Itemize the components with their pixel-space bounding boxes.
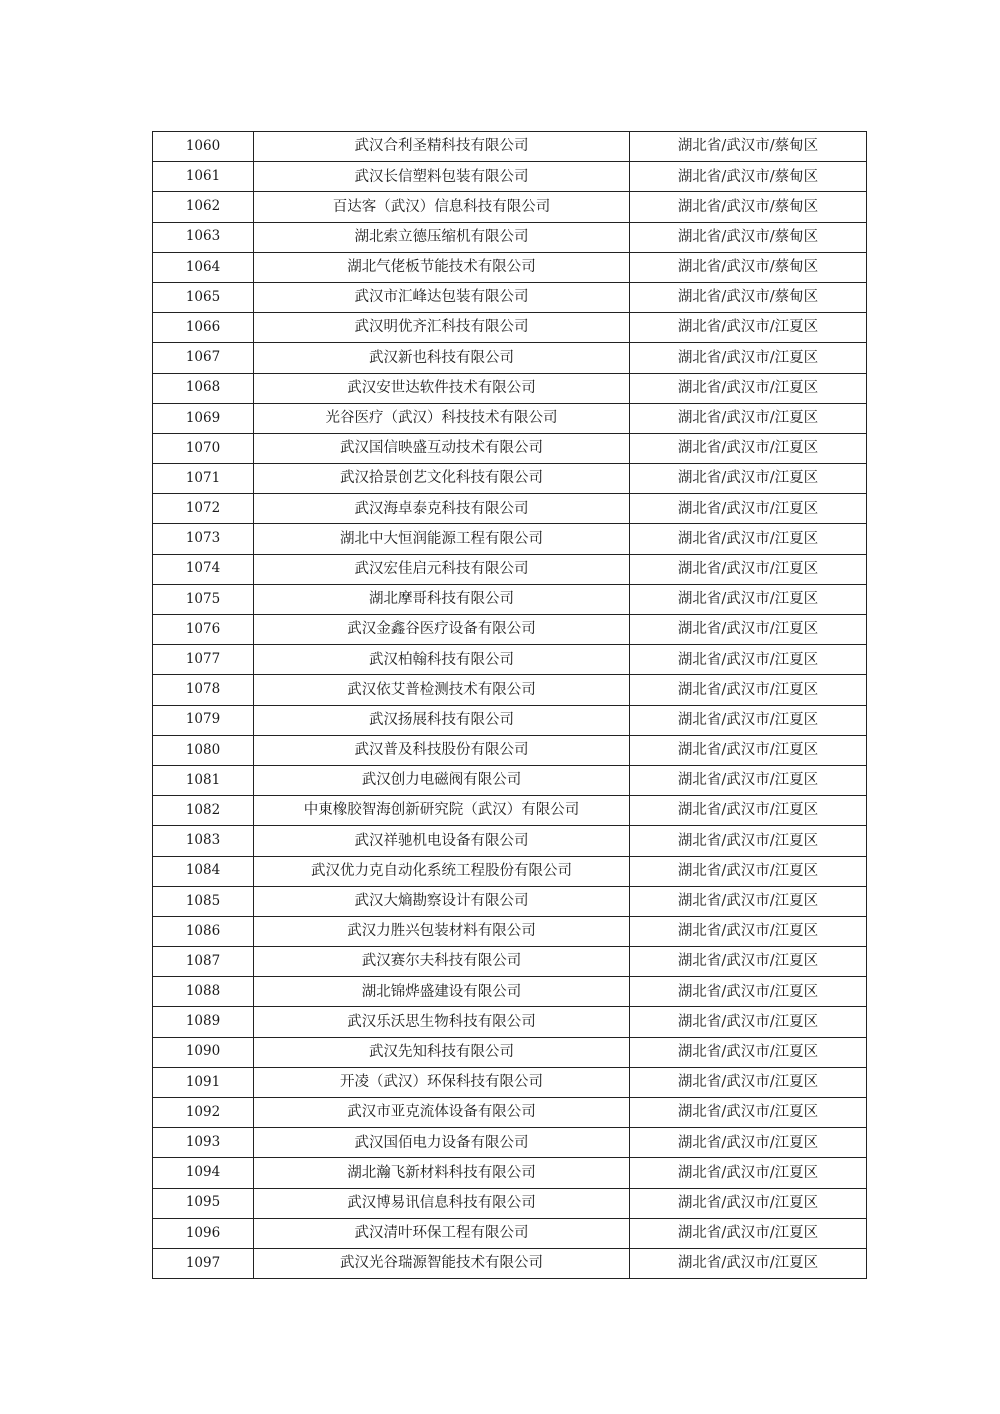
table-row <box>153 826 867 856</box>
table-row <box>153 1188 867 1218</box>
row-number-cell: 1091 <box>153 1067 254 1097</box>
company-name-cell: 湖北索立德压缩机有限公司 <box>254 222 630 252</box>
region-cell: 湖北省/武汉市/江夏区 <box>630 826 867 856</box>
row-number-cell: 1096 <box>153 1218 254 1248</box>
company-name-cell: 湖北中大恒润能源工程有限公司 <box>254 524 630 554</box>
region-cell: 湖北省/武汉市/蔡甸区 <box>630 132 867 162</box>
table-row <box>153 524 867 554</box>
table-row <box>153 645 867 675</box>
company-name-cell: 武汉博易讯信息科技有限公司 <box>254 1188 630 1218</box>
table-row <box>153 494 867 524</box>
company-name-cell: 武汉安世达软件技术有限公司 <box>254 373 630 403</box>
table-row <box>153 252 867 282</box>
table-row <box>153 856 867 886</box>
row-number-cell: 1075 <box>153 584 254 614</box>
row-number-cell: 1077 <box>153 645 254 675</box>
region-cell: 湖北省/武汉市/江夏区 <box>630 343 867 373</box>
region-cell: 湖北省/武汉市/江夏区 <box>630 1007 867 1037</box>
company-name-cell: 武汉国信映盛互动技术有限公司 <box>254 433 630 463</box>
row-number-cell: 1065 <box>153 282 254 312</box>
region-cell: 湖北省/武汉市/江夏区 <box>630 584 867 614</box>
row-number-cell: 1085 <box>153 886 254 916</box>
region-cell: 湖北省/武汉市/江夏区 <box>630 1128 867 1158</box>
table-body <box>153 132 867 1279</box>
table-row <box>153 464 867 494</box>
table-row <box>153 615 867 645</box>
row-number-cell: 1082 <box>153 796 254 826</box>
company-name-cell: 武汉赛尔夫科技有限公司 <box>254 947 630 977</box>
region-cell: 湖北省/武汉市/江夏区 <box>630 1218 867 1248</box>
region-cell: 湖北省/武汉市/江夏区 <box>630 856 867 886</box>
company-name-cell: 武汉创力电磁阀有限公司 <box>254 765 630 795</box>
row-number-cell: 1093 <box>153 1128 254 1158</box>
table-row <box>153 1067 867 1097</box>
company-name-cell: 武汉海卓泰克科技有限公司 <box>254 494 630 524</box>
company-name-cell: 武汉国佰电力设备有限公司 <box>254 1128 630 1158</box>
row-number-cell: 1080 <box>153 735 254 765</box>
region-cell: 湖北省/武汉市/江夏区 <box>630 494 867 524</box>
company-name-cell: 湖北瀚飞新材料科技有限公司 <box>254 1158 630 1188</box>
company-name-cell: 武汉合利圣精科技有限公司 <box>254 132 630 162</box>
company-name-cell: 武汉乐沃思生物科技有限公司 <box>254 1007 630 1037</box>
company-name-cell: 武汉金鑫谷医疗设备有限公司 <box>254 615 630 645</box>
table-row <box>153 162 867 192</box>
row-number-cell: 1067 <box>153 343 254 373</box>
row-number-cell: 1063 <box>153 222 254 252</box>
region-cell: 湖北省/武汉市/江夏区 <box>630 916 867 946</box>
region-cell: 湖北省/武汉市/蔡甸区 <box>630 222 867 252</box>
company-name-cell: 湖北气佬板节能技术有限公司 <box>254 252 630 282</box>
row-number-cell: 1097 <box>153 1248 254 1278</box>
row-number-cell: 1095 <box>153 1188 254 1218</box>
company-name-cell: 武汉依艾普检测技术有限公司 <box>254 675 630 705</box>
region-cell: 湖北省/武汉市/蔡甸区 <box>630 252 867 282</box>
table-row <box>153 1218 867 1248</box>
company-name-cell: 武汉大熵勘察设计有限公司 <box>254 886 630 916</box>
row-number-cell: 1069 <box>153 403 254 433</box>
row-number-cell: 1062 <box>153 192 254 222</box>
region-cell: 湖北省/武汉市/江夏区 <box>630 1158 867 1188</box>
table-row <box>153 916 867 946</box>
table-row <box>153 313 867 343</box>
company-name-cell: 武汉清叶环保工程有限公司 <box>254 1218 630 1248</box>
region-cell: 湖北省/武汉市/蔡甸区 <box>630 282 867 312</box>
region-cell: 湖北省/武汉市/江夏区 <box>630 645 867 675</box>
company-name-cell: 武汉市亚克流体设备有限公司 <box>254 1098 630 1128</box>
company-name-cell: 开凌（武汉）环保科技有限公司 <box>254 1067 630 1097</box>
company-name-cell: 武汉光谷瑞源智能技术有限公司 <box>254 1248 630 1278</box>
company-name-cell: 武汉先知科技有限公司 <box>254 1037 630 1067</box>
region-cell: 湖北省/武汉市/江夏区 <box>630 313 867 343</box>
region-cell: 湖北省/武汉市/江夏区 <box>630 705 867 735</box>
table-row <box>153 373 867 403</box>
region-cell: 湖北省/武汉市/蔡甸区 <box>630 162 867 192</box>
table-row <box>153 282 867 312</box>
table-row <box>153 1248 867 1278</box>
table-row <box>153 1037 867 1067</box>
region-cell: 湖北省/武汉市/蔡甸区 <box>630 192 867 222</box>
region-cell: 湖北省/武汉市/江夏区 <box>630 464 867 494</box>
row-number-cell: 1094 <box>153 1158 254 1188</box>
company-list-table <box>152 131 867 1279</box>
company-name-cell: 武汉市汇峰达包装有限公司 <box>254 282 630 312</box>
table-row <box>153 584 867 614</box>
row-number-cell: 1066 <box>153 313 254 343</box>
table-row <box>153 554 867 584</box>
region-cell: 湖北省/武汉市/江夏区 <box>630 886 867 916</box>
company-name-cell: 武汉祥驰机电设备有限公司 <box>254 826 630 856</box>
company-name-cell: 武汉力胜兴包装材料有限公司 <box>254 916 630 946</box>
company-name-cell: 湖北摩哥科技有限公司 <box>254 584 630 614</box>
table-row <box>153 1128 867 1158</box>
region-cell: 湖北省/武汉市/江夏区 <box>630 735 867 765</box>
table-row <box>153 675 867 705</box>
table-row <box>153 977 867 1007</box>
company-name-cell: 武汉明优齐汇科技有限公司 <box>254 313 630 343</box>
region-cell: 湖北省/武汉市/江夏区 <box>630 765 867 795</box>
row-number-cell: 1061 <box>153 162 254 192</box>
table-row <box>153 433 867 463</box>
row-number-cell: 1086 <box>153 916 254 946</box>
table-row <box>153 886 867 916</box>
row-number-cell: 1072 <box>153 494 254 524</box>
row-number-cell: 1068 <box>153 373 254 403</box>
table-row <box>153 735 867 765</box>
company-name-cell: 光谷医疗（武汉）科技技术有限公司 <box>254 403 630 433</box>
company-name-cell: 武汉拾景创艺文化科技有限公司 <box>254 464 630 494</box>
row-number-cell: 1073 <box>153 524 254 554</box>
table-row <box>153 192 867 222</box>
table-row <box>153 796 867 826</box>
region-cell: 湖北省/武汉市/江夏区 <box>630 1037 867 1067</box>
row-number-cell: 1078 <box>153 675 254 705</box>
region-cell: 湖北省/武汉市/江夏区 <box>630 1188 867 1218</box>
company-name-cell: 中東橡胶智海创新研究院（武汉）有限公司 <box>254 796 630 826</box>
row-number-cell: 1060 <box>153 132 254 162</box>
region-cell: 湖北省/武汉市/江夏区 <box>630 947 867 977</box>
row-number-cell: 1079 <box>153 705 254 735</box>
region-cell: 湖北省/武汉市/江夏区 <box>630 1098 867 1128</box>
table-row <box>153 1007 867 1037</box>
company-name-cell: 武汉长信塑料包装有限公司 <box>254 162 630 192</box>
row-number-cell: 1064 <box>153 252 254 282</box>
region-cell: 湖北省/武汉市/江夏区 <box>630 524 867 554</box>
row-number-cell: 1074 <box>153 554 254 584</box>
row-number-cell: 1092 <box>153 1098 254 1128</box>
table-row <box>153 1098 867 1128</box>
company-name-cell: 武汉普及科技股份有限公司 <box>254 735 630 765</box>
company-name-cell: 武汉宏佳启元科技有限公司 <box>254 554 630 584</box>
table-row <box>153 947 867 977</box>
table-row <box>153 343 867 373</box>
company-name-cell: 武汉扬展科技有限公司 <box>254 705 630 735</box>
row-number-cell: 1084 <box>153 856 254 886</box>
company-name-cell: 武汉新也科技有限公司 <box>254 343 630 373</box>
company-name-cell: 百达客（武汉）信息科技有限公司 <box>254 192 630 222</box>
row-number-cell: 1071 <box>153 464 254 494</box>
row-number-cell: 1070 <box>153 433 254 463</box>
company-name-cell: 武汉优力克自动化系统工程股份有限公司 <box>254 856 630 886</box>
row-number-cell: 1089 <box>153 1007 254 1037</box>
region-cell: 湖北省/武汉市/江夏区 <box>630 615 867 645</box>
table-row <box>153 705 867 735</box>
region-cell: 湖北省/武汉市/江夏区 <box>630 675 867 705</box>
region-cell: 湖北省/武汉市/江夏区 <box>630 554 867 584</box>
table-row <box>153 132 867 162</box>
company-name-cell: 湖北锦烨盛建设有限公司 <box>254 977 630 1007</box>
row-number-cell: 1076 <box>153 615 254 645</box>
table-row <box>153 222 867 252</box>
region-cell: 湖北省/武汉市/江夏区 <box>630 1067 867 1097</box>
table-row <box>153 403 867 433</box>
region-cell: 湖北省/武汉市/江夏区 <box>630 373 867 403</box>
region-cell: 湖北省/武汉市/江夏区 <box>630 403 867 433</box>
region-cell: 湖北省/武汉市/江夏区 <box>630 1248 867 1278</box>
company-name-cell: 武汉柏翰科技有限公司 <box>254 645 630 675</box>
region-cell: 湖北省/武汉市/江夏区 <box>630 977 867 1007</box>
row-number-cell: 1090 <box>153 1037 254 1067</box>
region-cell: 湖北省/武汉市/江夏区 <box>630 796 867 826</box>
table-row <box>153 765 867 795</box>
region-cell: 湖北省/武汉市/江夏区 <box>630 433 867 463</box>
row-number-cell: 1081 <box>153 765 254 795</box>
row-number-cell: 1088 <box>153 977 254 1007</box>
row-number-cell: 1083 <box>153 826 254 856</box>
row-number-cell: 1087 <box>153 947 254 977</box>
table-row <box>153 1158 867 1188</box>
